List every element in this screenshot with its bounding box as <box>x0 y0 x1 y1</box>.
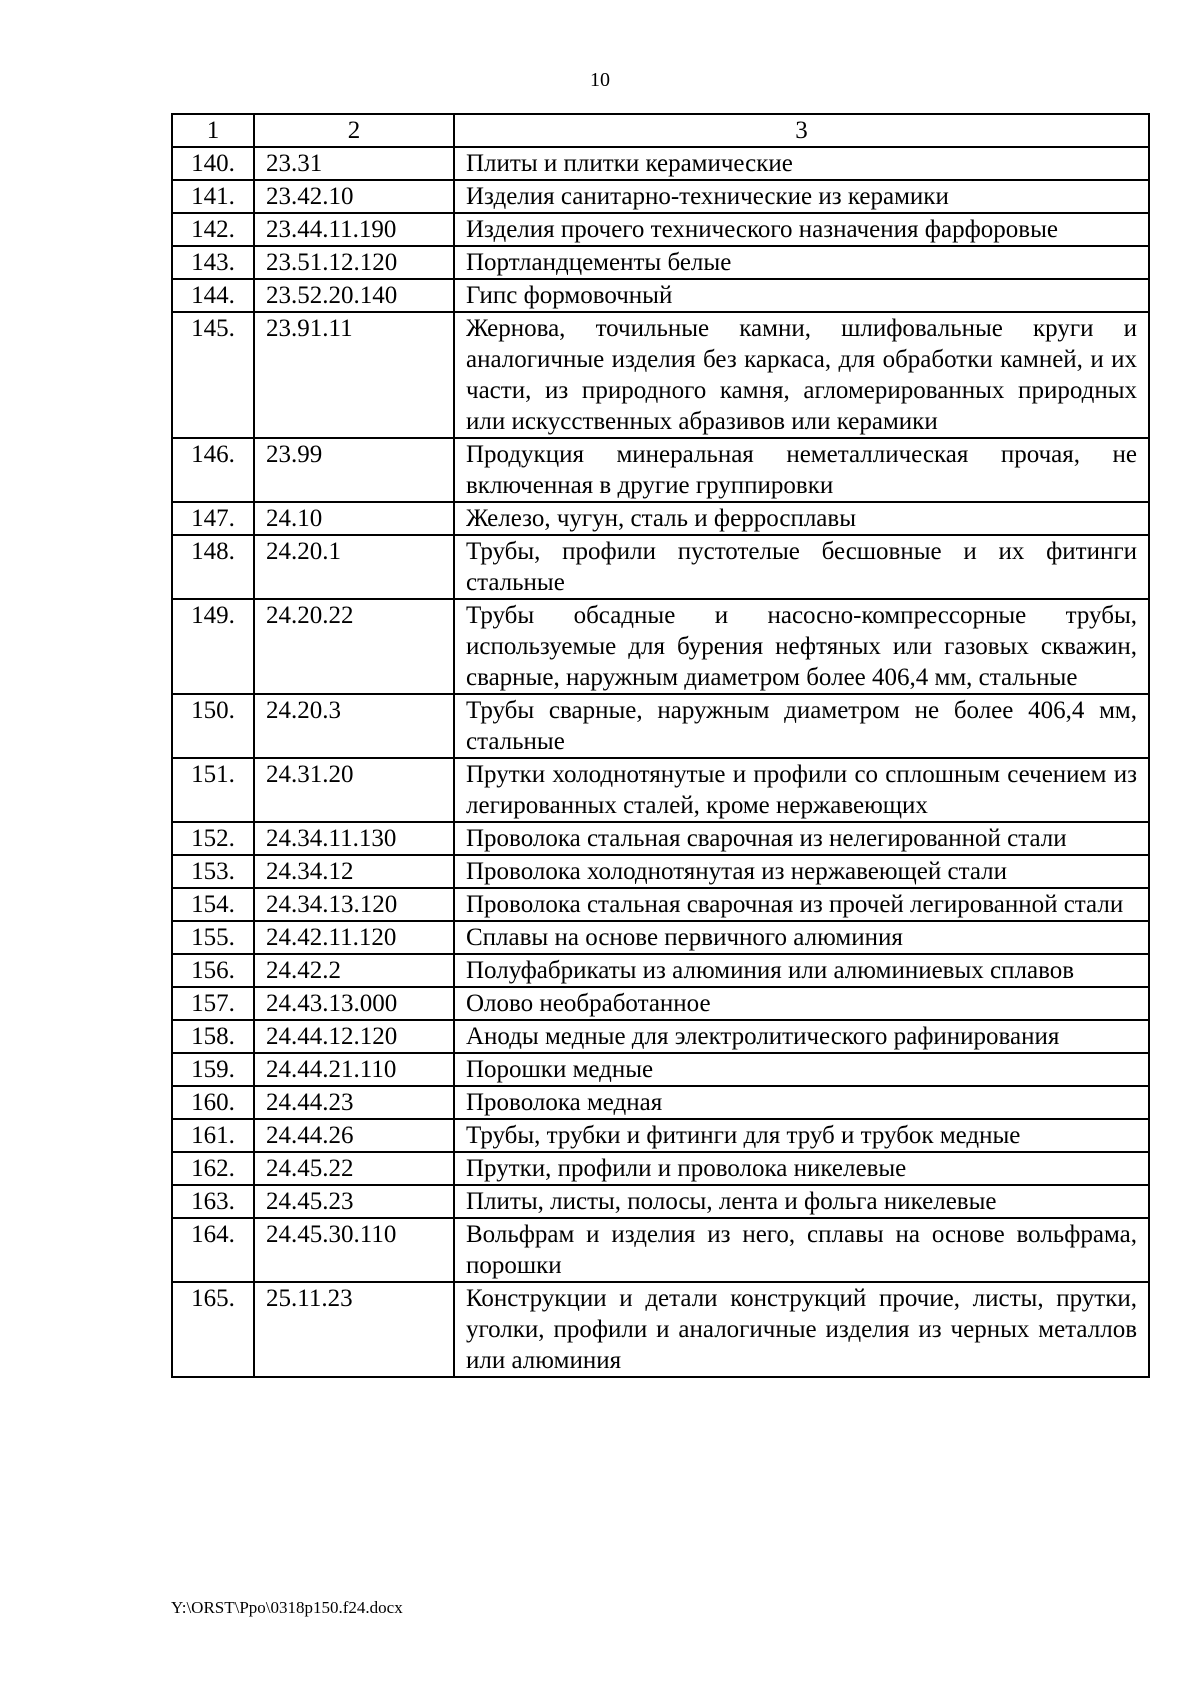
okpd-code-cell: 24.43.13.000 <box>254 987 454 1020</box>
row-number-cell: 162. <box>172 1152 254 1185</box>
description-cell: Трубы, трубки и фитинги для труб и трубок медные <box>454 1119 1149 1152</box>
okpd-code-cell: 24.34.12 <box>254 855 454 888</box>
row-number-cell: 158. <box>172 1020 254 1053</box>
table-row <box>172 954 1149 987</box>
okpd-code-cell: 24.42.11.120 <box>254 921 454 954</box>
okpd-code-cell: 24.44.21.110 <box>254 1053 454 1086</box>
row-number-cell: 153. <box>172 855 254 888</box>
row-number-cell: 151. <box>172 758 254 822</box>
table-row <box>172 888 1149 921</box>
table-row <box>172 1086 1149 1119</box>
row-number-cell: 147. <box>172 502 254 535</box>
okpd-code-cell: 24.44.23 <box>254 1086 454 1119</box>
table-row <box>172 1218 1149 1282</box>
description-cell: Продукция минеральная неметаллическая прочая, не включенная в другие группировки <box>454 438 1149 502</box>
description-cell: Проволока холоднотянутая из нержавеющей стали <box>454 855 1149 888</box>
okpd-code-cell: 23.42.10 <box>254 180 454 213</box>
okpd-code-cell: 24.34.11.130 <box>254 822 454 855</box>
okpd-code-cell: 24.20.3 <box>254 694 454 758</box>
description-cell: Порошки медные <box>454 1053 1149 1086</box>
okpd-code-cell: 23.52.20.140 <box>254 279 454 312</box>
description-cell: Проволока стальная сварочная из нелегированной стали <box>454 822 1149 855</box>
footer-file-path: Y:\ORST\Ppo\0318p150.f24.docx <box>171 1598 403 1617</box>
description-cell: Прутки холоднотянутые и профили со сплошным сечением из легированных сталей, кроме нержавеющих <box>454 758 1149 822</box>
table-body <box>172 147 1149 1377</box>
description-cell: Изделия санитарно-технические из керамики <box>454 180 1149 213</box>
table-row <box>172 1185 1149 1218</box>
row-number-cell: 142. <box>172 213 254 246</box>
row-number-cell: 146. <box>172 438 254 502</box>
okpd-code-cell: 24.44.12.120 <box>254 1020 454 1053</box>
okpd-code-cell: 23.31 <box>254 147 454 180</box>
description-cell: Железо, чугун, сталь и ферросплавы <box>454 502 1149 535</box>
okpd-code-cell: 24.45.23 <box>254 1185 454 1218</box>
row-number-cell: 154. <box>172 888 254 921</box>
table-row <box>172 855 1149 888</box>
row-number-cell: 140. <box>172 147 254 180</box>
table-row <box>172 599 1149 694</box>
table-row <box>172 694 1149 758</box>
description-cell: Проволока стальная сварочная из прочей легированной стали <box>454 888 1149 921</box>
description-cell: Прутки, профили и проволока никелевые <box>454 1152 1149 1185</box>
description-cell: Изделия прочего технического назначения фарфоровые <box>454 213 1149 246</box>
column-header-description: 3 <box>454 114 1149 147</box>
row-number-cell: 149. <box>172 599 254 694</box>
description-cell: Плиты, листы, полосы, лента и фольга никелевые <box>454 1185 1149 1218</box>
row-number-cell: 152. <box>172 822 254 855</box>
row-number-cell: 144. <box>172 279 254 312</box>
table-row <box>172 213 1149 246</box>
description-cell: Трубы сварные, наружным диаметром не более 406,4 мм, стальные <box>454 694 1149 758</box>
row-number-cell: 145. <box>172 312 254 438</box>
table-row <box>172 147 1149 180</box>
okpd-code-cell: 24.45.30.110 <box>254 1218 454 1282</box>
row-number-cell: 165. <box>172 1282 254 1377</box>
description-cell: Портландцементы белые <box>454 246 1149 279</box>
table-row <box>172 1053 1149 1086</box>
description-cell: Олово необработанное <box>454 987 1149 1020</box>
table-row <box>172 246 1149 279</box>
row-number-cell: 157. <box>172 987 254 1020</box>
okpd-code-cell: 23.44.11.190 <box>254 213 454 246</box>
row-number-cell: 148. <box>172 535 254 599</box>
product-code-table <box>171 113 1150 1378</box>
table-row <box>172 1152 1149 1185</box>
okpd-code-cell: 24.45.22 <box>254 1152 454 1185</box>
column-header-code: 2 <box>254 114 454 147</box>
table-row <box>172 1282 1149 1377</box>
okpd-code-cell: 24.20.22 <box>254 599 454 694</box>
okpd-code-cell: 25.11.23 <box>254 1282 454 1377</box>
row-number-cell: 161. <box>172 1119 254 1152</box>
table-row <box>172 438 1149 502</box>
table-row <box>172 279 1149 312</box>
okpd-code-cell: 23.51.12.120 <box>254 246 454 279</box>
table-row <box>172 180 1149 213</box>
okpd-code-cell: 24.44.26 <box>254 1119 454 1152</box>
row-number-cell: 155. <box>172 921 254 954</box>
table-row <box>172 987 1149 1020</box>
row-number-cell: 141. <box>172 180 254 213</box>
okpd-code-cell: 24.34.13.120 <box>254 888 454 921</box>
description-cell: Конструкции и детали конструкций прочие, листы, прутки, уголки, профили и аналогичные изделия из черных металлов или алюминия <box>454 1282 1149 1377</box>
row-number-cell: 164. <box>172 1218 254 1282</box>
description-cell: Жернова, точильные камни, шлифовальные круги и аналогичные изделия без каркаса, для обработки камней, и их части, из природного камня, агломерированных природных или искусственных абразивов или керамики <box>454 312 1149 438</box>
okpd-code-cell: 24.10 <box>254 502 454 535</box>
description-cell: Сплавы на основе первичного алюминия <box>454 921 1149 954</box>
table-header-row <box>172 114 1149 147</box>
row-number-cell: 156. <box>172 954 254 987</box>
description-cell: Трубы, профили пустотелые бесшовные и их фитинги стальные <box>454 535 1149 599</box>
description-cell: Гипс формовочный <box>454 279 1149 312</box>
table-row <box>172 535 1149 599</box>
row-number-cell: 143. <box>172 246 254 279</box>
table-row <box>172 1119 1149 1152</box>
table-row <box>172 822 1149 855</box>
okpd-code-cell: 23.99 <box>254 438 454 502</box>
description-cell: Аноды медные для электролитического рафинирования <box>454 1020 1149 1053</box>
okpd-code-cell: 23.91.11 <box>254 312 454 438</box>
row-number-cell: 160. <box>172 1086 254 1119</box>
table-row <box>172 312 1149 438</box>
row-number-cell: 159. <box>172 1053 254 1086</box>
table-row <box>172 758 1149 822</box>
description-cell: Вольфрам и изделия из него, сплавы на основе вольфрама, порошки <box>454 1218 1149 1282</box>
description-cell: Плиты и плитки керамические <box>454 147 1149 180</box>
column-header-number: 1 <box>172 114 254 147</box>
description-cell: Проволока медная <box>454 1086 1149 1119</box>
table-row <box>172 921 1149 954</box>
table-row <box>172 1020 1149 1053</box>
okpd-code-cell: 24.42.2 <box>254 954 454 987</box>
okpd-code-cell: 24.20.1 <box>254 535 454 599</box>
page-number: 10 <box>590 69 610 91</box>
okpd-code-cell: 24.31.20 <box>254 758 454 822</box>
row-number-cell: 150. <box>172 694 254 758</box>
row-number-cell: 163. <box>172 1185 254 1218</box>
description-cell: Трубы обсадные и насосно-компрессорные трубы, используемые для бурения нефтяных или газовых скважин, сварные, наружным диаметром более 406,4 мм, стальные <box>454 599 1149 694</box>
description-cell: Полуфабрикаты из алюминия или алюминиевых сплавов <box>454 954 1149 987</box>
table-row <box>172 502 1149 535</box>
